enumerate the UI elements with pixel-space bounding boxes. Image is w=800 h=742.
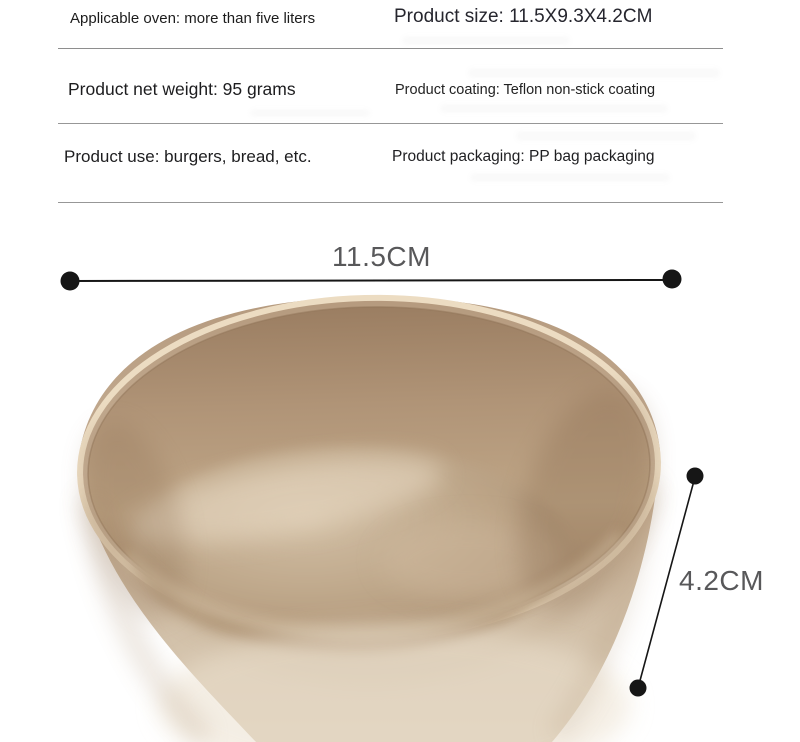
spec-coating: Product coating: Teflon non-stick coating — [395, 82, 656, 98]
width-dimension-label: 11.5CM — [332, 241, 431, 272]
dimension-dot — [61, 272, 80, 291]
spec-applicable-oven: Applicable oven: more than five liters — [70, 10, 316, 27]
height-dimension-label: 4.2CM — [679, 565, 764, 596]
dimension-dot — [687, 468, 704, 485]
spec-net-weight: Product net weight: 95 grams — [68, 79, 296, 99]
spec-packaging: Product packaging: PP bag packaging — [392, 148, 655, 165]
dimension-dot — [630, 680, 647, 697]
dimension-dot — [663, 270, 682, 289]
spec-product-use: Product use: burgers, bread, etc. — [64, 147, 312, 166]
spec-product-size: Product size: 11.5X9.3X4.2CM — [394, 6, 653, 27]
